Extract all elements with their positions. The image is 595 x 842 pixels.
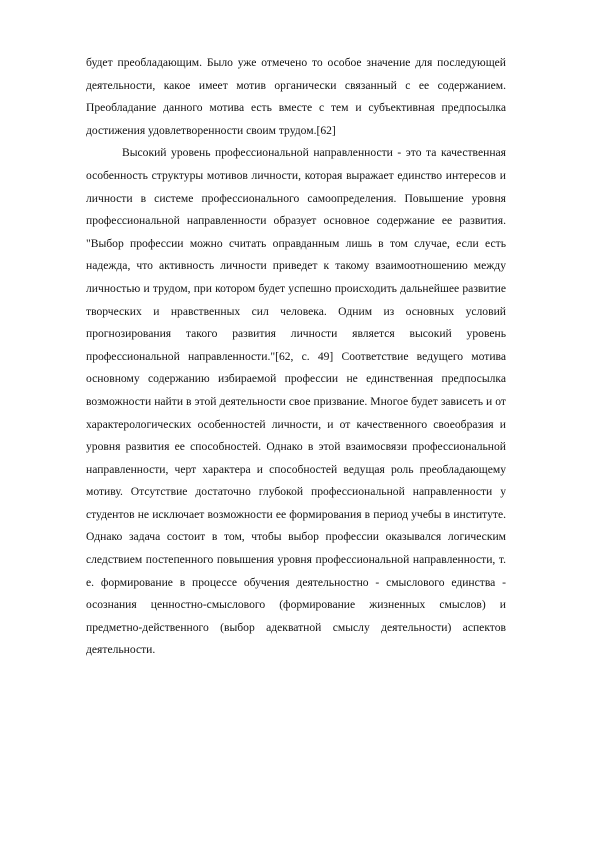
document-page [86, 52, 506, 662]
paragraph-professional-orientation: Высокий уровень профессиональной направленности - это та качественная особенность структуры мотивов личности, которая выражает единство интересов и личности в системе профессионального самоопределения. Повышение уровня профессиональной направленности образует основное содержание ее развития. "Выбор профессии можно считать оправданным лишь в том случае, если есть надежда, что активность личности приведет к такому взаимоотношению между личностью и трудом, при котором будет успешно происходить дальнейшее развитие творческих и нравственных сил человека. Одним из основных условий прогнозирования такого развития личности является высокий уровень профессиональной направленности."[62, с. 49] Соответствие ведущего мотива основному содержанию избираемой профессии не единственная предпосылка возможности найти в этой деятельности свое призвание. Многое будет зависеть и от характерологических особенностей личности, и от качественного своеобразия и уровня развития ее способностей. Однако в этой взаимосвязи профессиональной направленности, черт характера и способностей ведущая роль преобладающему мотиву. Отсутствие достаточно глубокой профессиональной направленности у студентов не исключает возможности ее формирования в период учебы в институте. Однако задача состоит в том, чтобы выбор профессии оказывался логическим следствием постепенного повышения уровня профессиональной направленности, т. е. формирование в процессе обучения деятельностно - смыслового единства - осознания ценностно-смыслового (формирование жизненных смыслов) и предметно-действенного (выбор адекватной смыслу деятельности) аспектов деятельности. [86, 146, 506, 657]
paragraph-continuation: будет преобладающим. Было уже отмечено то особое значение для последующей деятельности, какое имеет мотив органически связанный с ее содержанием. Преобладание данного мотива есть вместе с тем и субъективная предпосылка достижения удовлетворенности своим трудом.[62] [86, 56, 506, 137]
